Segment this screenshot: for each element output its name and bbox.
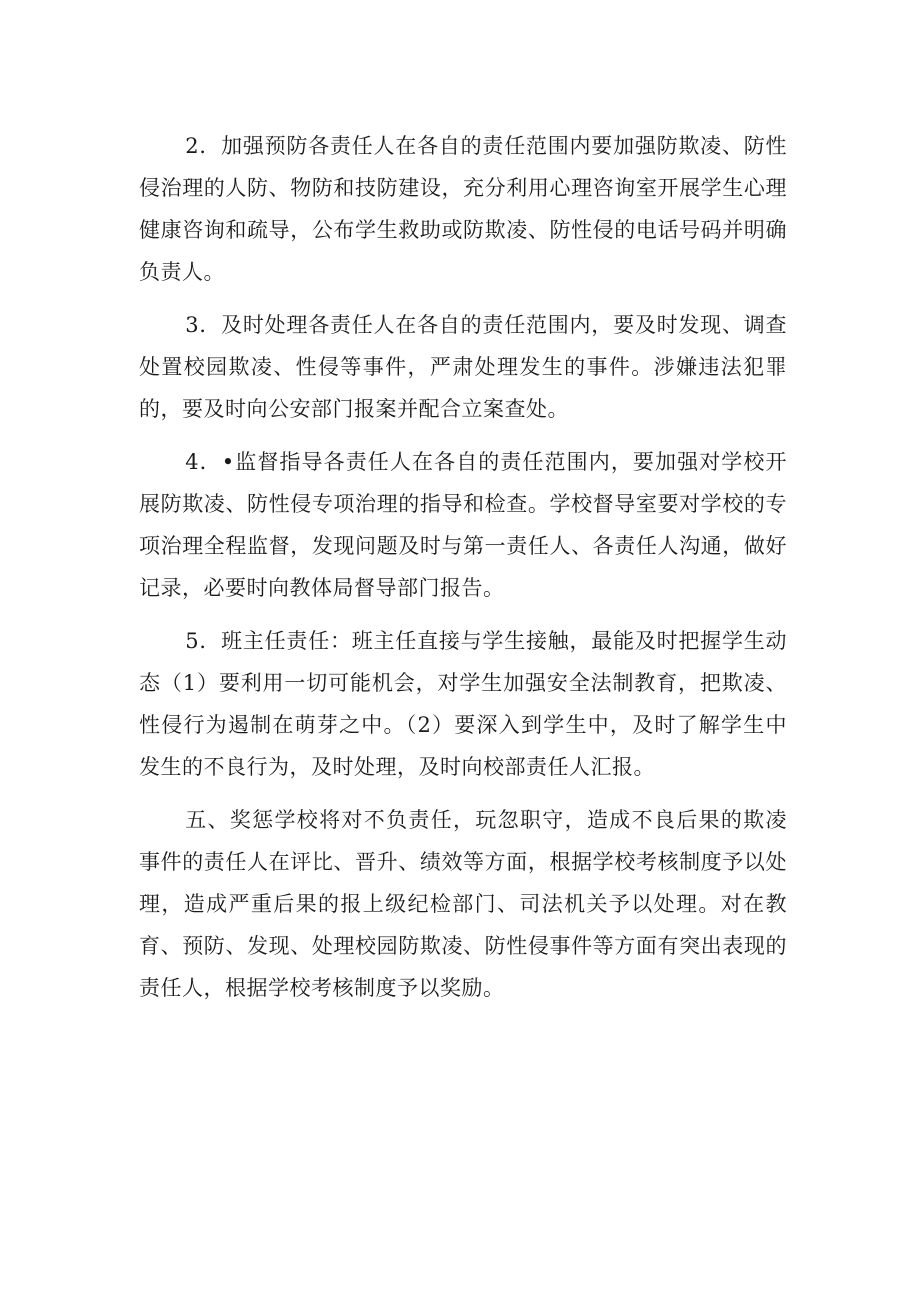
paragraph-item-5: 5．班主任责任：班主任直接与学生接触，最能及时把握学生动态（1）要利用一切可能机会，对学生加强安全法制教育，把欺凌、性侵行为遏制在萌芽之中。（2）要深入到学生中，及时了解学生中发生的不良行为，及时处理，及时向校部责任人汇报。	[139, 629, 787, 779]
paragraph-item-2: 2．加强预防各责任人在各自的责任范围内要加强防欺凌、防性侵治理的人防、物防和技防建设，充分利用心理咨询室开展学生心理健康咨询和疏导，公布学生救助或防欺凌、防性侵的电话号码并明确负责人。	[139, 134, 787, 284]
document-body	[139, 125, 787, 1020]
paragraph-item-4: 4．•监督指导各责任人在各自的责任范围内，要加强对学校开展防欺凌、防性侵专项治理的指导和检查。学校督导室要对学校的专项治理全程监督，发现问题及时与第一责任人、各责任人沟通，做好记录，必要时向教体局督导部门报告。	[139, 450, 787, 600]
paragraph-section-five: 五、奖惩学校将对不负责任，玩忽职守，造成不良后果的欺凌事件的责任人在评比、晋升、绩效等方面，根据学校考核制度予以处理，造成严重后果的报上级纪检部门、司法机关予以处理。对在教育、预防、发现、处理校园防欺凌、防性侵事件等方面有突出表现的责任人，根据学校考核制度予以奖励。	[139, 808, 787, 1000]
paragraph-item-3: 3．及时处理各责任人在各自的责任范围内，要及时发现、调查处置校园欺凌、性侵等事件，严肃处理发生的事件。涉嫌违法犯罪的，要及时向公安部门报案并配合立案查处。	[139, 313, 787, 421]
